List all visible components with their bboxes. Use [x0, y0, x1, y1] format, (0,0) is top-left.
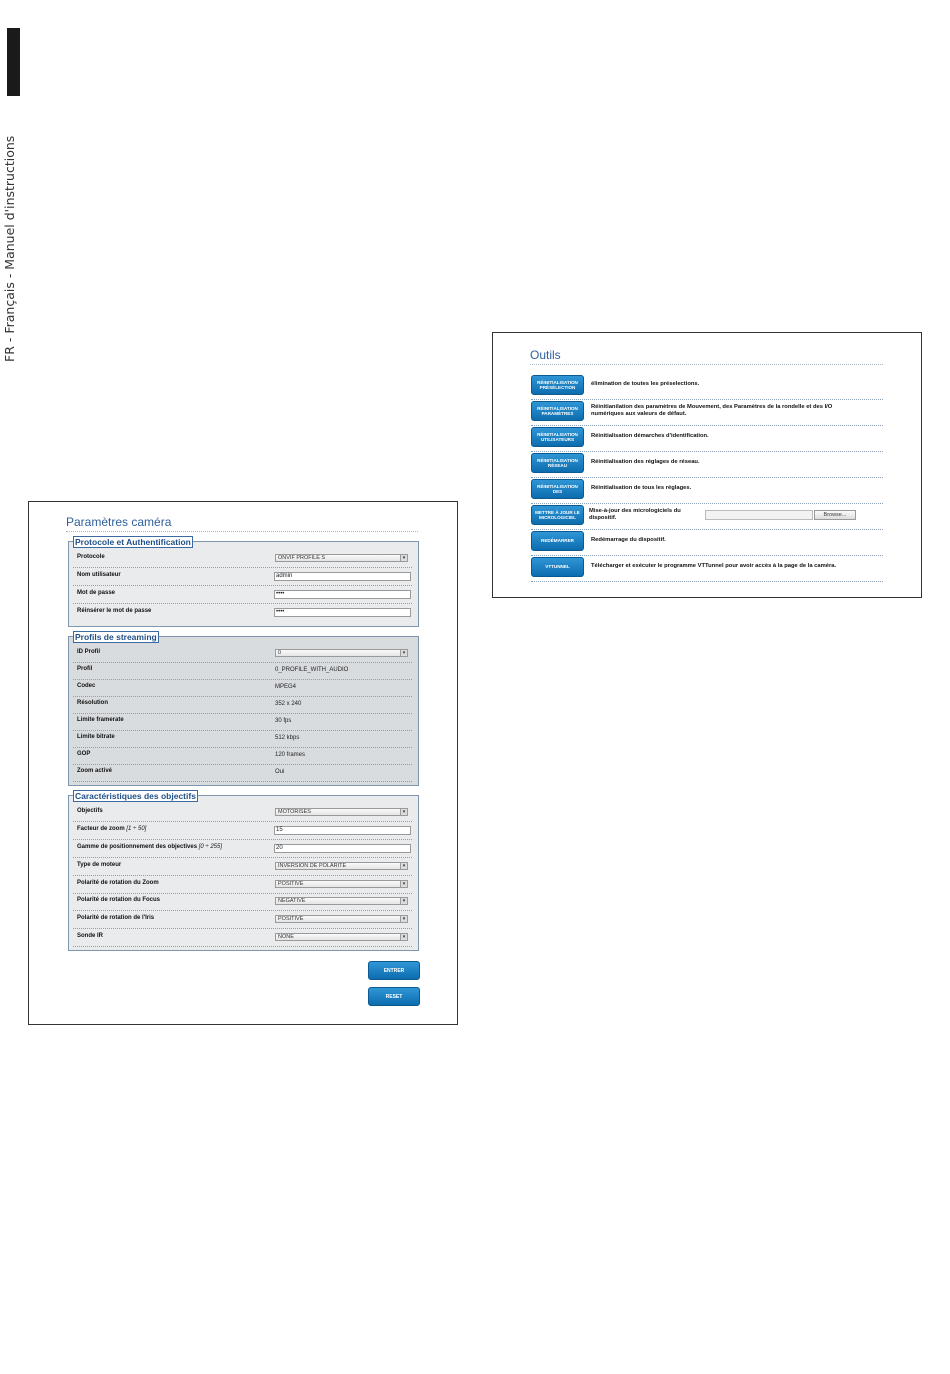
streaming-legend: Profils de streaming — [75, 632, 157, 642]
tool-row-vttunnel — [531, 555, 883, 582]
codec-row — [73, 679, 412, 697]
browse-button[interactable]: Browse... — [814, 510, 856, 520]
tools-title-divider — [530, 364, 883, 365]
tool-row-reset-network — [531, 451, 883, 478]
zoom-polarity-row — [73, 876, 412, 894]
motor-type-label: Type de moteur — [77, 862, 122, 868]
ir-probe-label: Sonde IR — [77, 933, 104, 939]
tool-row-reset-presets — [531, 373, 883, 400]
camera-page-title: Paramètres caméra — [66, 515, 172, 529]
firmware-update-desc: Mise-à-jour des micrologiciels du dispositif. — [589, 508, 681, 521]
ir-probe-select[interactable]: NONE ▾ — [275, 933, 408, 941]
lenses-fieldset — [68, 791, 419, 951]
vttunnel-button[interactable]: VTTUNNEL — [531, 557, 584, 577]
chapter-tab-marker — [7, 28, 20, 96]
chevron-down-icon: ▾ — [400, 809, 407, 815]
firmware-update-button[interactable]: METTRE À JOUR LE MICROLOGICIEL — [531, 505, 584, 525]
motor-type-select[interactable]: INVERSION DE POLARITÉ ▾ — [275, 862, 408, 870]
bitrate-row — [73, 730, 412, 748]
reset-button[interactable]: RESET — [368, 987, 420, 1006]
framerate-label: Limite framerate — [77, 717, 124, 723]
protocol-row — [73, 550, 412, 568]
objectifs-select[interactable]: MOTORISÉS ▾ — [275, 808, 408, 816]
reset-presets-button[interactable]: RÉINITIALISATION PRÉSÉLECTION — [531, 375, 584, 395]
positioning-range-label: Gamme de positionnement des objectives [0 ÷ 255] — [77, 844, 223, 850]
firmware-file-field[interactable] — [705, 510, 813, 520]
reset-users-desc: Réinitialisation démarches d'identification. — [591, 433, 709, 439]
password-row — [73, 586, 412, 604]
protocol-label: Protocole — [77, 554, 105, 560]
reset-parameters-desc: Réinitianilation des paramètres de Mouvement, des Paramètres de la rondelle et des I/O numériques aux valeurs de défaut. — [591, 404, 833, 417]
chevron-down-icon: ▾ — [400, 555, 407, 561]
enter-button[interactable]: ENTRER — [368, 961, 420, 980]
chevron-down-icon: ▾ — [400, 916, 407, 922]
focus-polarity-row — [73, 893, 412, 911]
repassword-label: Réinsérer le mot de passe — [77, 608, 152, 614]
iris-polarity-select[interactable]: POSITIVE ▾ — [275, 915, 408, 923]
chevron-down-icon: ▾ — [400, 898, 407, 904]
bitrate-value: 512 kbps — [275, 735, 300, 741]
zoom-factor-row — [73, 822, 412, 840]
profile-label: Profil — [77, 666, 93, 672]
zoom-enabled-value: Oui — [275, 769, 285, 775]
objectifs-row — [73, 804, 412, 822]
bitrate-label: Limite bitrate — [77, 734, 115, 740]
repassword-input[interactable]: •••• — [274, 608, 411, 617]
zoom-polarity-select[interactable]: POSITIVE ▾ — [275, 880, 408, 888]
reboot-button[interactable]: REDÉMARRER — [531, 531, 584, 551]
motor-type-row — [73, 858, 412, 876]
reset-users-button[interactable]: RÉINITIALISATION UTILISATEURS — [531, 427, 584, 447]
password-label: Mot de passe — [77, 590, 116, 596]
chevron-down-icon: ▾ — [400, 934, 407, 940]
username-row — [73, 568, 412, 586]
gop-row — [73, 747, 412, 765]
tool-row-firmware-update — [531, 503, 883, 530]
reset-network-button[interactable]: RÉINITIALISATION RÉSEAU — [531, 453, 584, 473]
repassword-row — [73, 604, 412, 621]
codec-value: MPEG4 — [275, 684, 297, 690]
zoom-enabled-row — [73, 764, 412, 782]
username-label: Nom utilisateur — [77, 572, 121, 578]
reset-parameters-button[interactable]: RÉINITIALISATION PARAMÈTRES — [531, 401, 584, 421]
positioning-range-row — [73, 840, 412, 858]
objectifs-label: Objectifs — [77, 808, 103, 814]
reset-network-desc: Réinitialisation des réglages de réseau. — [591, 459, 700, 465]
ir-probe-row — [73, 929, 412, 947]
chevron-down-icon: ▾ — [400, 650, 407, 656]
reset-all-button[interactable]: RÉINITIALISATION DES — [531, 479, 584, 499]
profile-id-row — [73, 645, 412, 663]
vttunnel-desc: Télécharger et exécuter le programme VTTunnel pour avoir accès à la page de la caméra. — [591, 563, 837, 569]
zoom-polarity-label: Polarité de rotation du Zoom — [77, 880, 159, 886]
username-input[interactable]: admin — [274, 572, 411, 581]
streaming-fieldset — [68, 632, 419, 786]
resolution-value: 352 x 240 — [275, 701, 302, 707]
framerate-value: 30 fps — [275, 718, 292, 724]
resolution-label: Résolution — [77, 700, 108, 706]
gop-value: 120 frames — [275, 752, 306, 758]
tool-row-reboot — [531, 529, 883, 556]
reset-presets-desc: élimination de toutes les préselections. — [591, 381, 700, 387]
profile-row — [73, 662, 412, 680]
protocol-select[interactable]: ONVIF PROFILE S ▾ — [275, 554, 408, 562]
tool-row-reset-parameters — [531, 399, 883, 426]
chevron-down-icon: ▾ — [400, 863, 407, 869]
gop-label: GOP — [77, 751, 91, 757]
reset-all-desc: Réinitialisation de tous les réglages. — [591, 485, 692, 491]
iris-polarity-row — [73, 911, 412, 929]
zoom-factor-label: Facteur de zoom [1 ÷ 50] — [77, 826, 147, 832]
framerate-row — [73, 713, 412, 731]
reboot-desc: Redémarrage du dispositif. — [591, 537, 666, 543]
tools-page-title: Outils — [530, 348, 561, 362]
password-input[interactable]: •••• — [274, 590, 411, 599]
title-divider — [66, 531, 418, 532]
resolution-row — [73, 696, 412, 714]
positioning-range-input[interactable]: 20 — [274, 844, 411, 853]
zoom-factor-input[interactable]: 15 — [274, 826, 411, 835]
tool-row-reset-users — [531, 425, 883, 452]
chevron-down-icon: ▾ — [400, 881, 407, 887]
zoom-enabled-label: Zoom activé — [77, 768, 113, 774]
iris-polarity-label: Polarité de rotation de l'Iris — [77, 915, 155, 921]
focus-polarity-select[interactable]: NÉGATIVE ▾ — [275, 897, 408, 905]
focus-polarity-label: Polarité de rotation du Focus — [77, 897, 161, 903]
tool-row-reset-all — [531, 477, 883, 504]
lenses-legend: Caractéristiques des objectifs — [75, 791, 196, 801]
profile-value: 0_PROFILE_WITH_AUDIO — [275, 667, 349, 673]
profile-id-select[interactable]: 0 ▾ — [275, 649, 408, 657]
auth-fieldset — [68, 537, 419, 627]
profile-id-label: ID Profil — [77, 649, 101, 655]
codec-label: Codec — [77, 683, 96, 689]
document-side-label: FR - Français - Manuel d'instructions — [2, 135, 17, 362]
auth-legend: Protocole et Authentification — [75, 537, 191, 547]
